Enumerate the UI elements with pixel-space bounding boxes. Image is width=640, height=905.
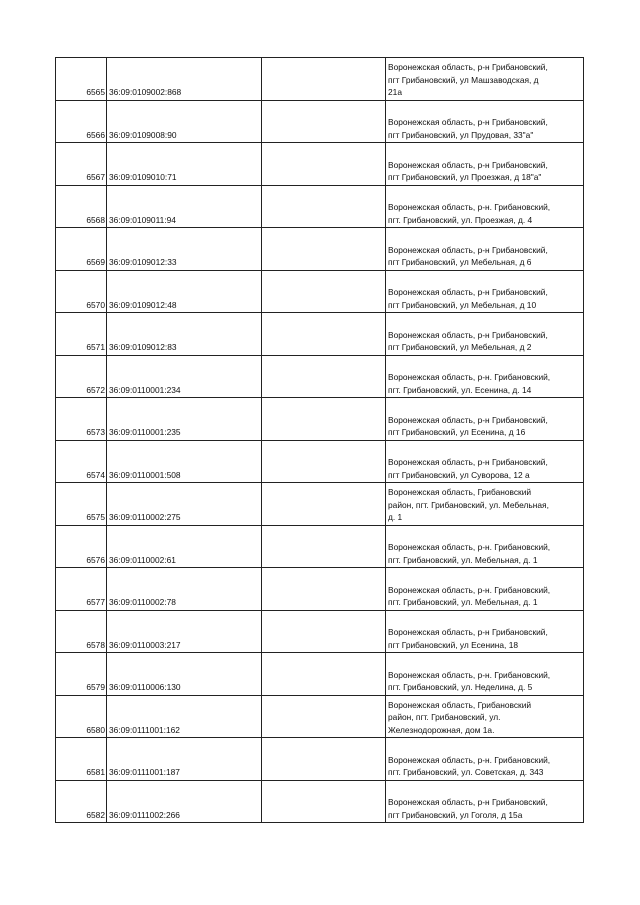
address-cell [386,355,584,398]
address-cell [386,185,584,228]
row-number-cell: 6579 [56,653,107,696]
address-line: Воронежская область, р-н. Грибановский, [388,202,551,213]
address-line: пгт Грибановский, ул Прудовая, 33"а" [388,129,534,140]
address-cell [386,313,584,356]
address-cell [386,440,584,483]
row-number-cell: 6576 [56,525,107,568]
address-line: Железнодорожная, дом 1а. [388,724,495,735]
address-line: Воронежская область, Грибановский [388,487,532,498]
address-line: пгт. Грибановский, ул. Неделина, д. 5 [388,682,533,693]
cadastral-number-cell: 36:09:0109011:94 [107,185,262,228]
row-number-cell: 6568 [56,185,107,228]
address-line: Воронежская область, р-н Грибановский, [388,62,548,73]
empty-cell [262,270,386,313]
address-line: Воронежская область, р-н Грибановский, [388,244,548,255]
address-cell [386,58,584,101]
empty-cell [262,143,386,186]
address-line: пгт Грибановский, ул Мебельная, д 2 [388,342,532,353]
address-line: район, пгт. Грибановский, ул. Мебельная, [388,499,549,510]
empty-cell [262,185,386,228]
table-row [56,610,584,653]
address-line: пгт. Грибановский, ул. Советская, д. 343 [388,767,544,778]
empty-cell [262,695,386,738]
row-number-cell: 6572 [56,355,107,398]
cadastral-number-cell: 36:09:0109008:90 [107,100,262,143]
address-line: Воронежская область, р-н Грибановский, [388,457,548,468]
cadastral-number-cell: 36:09:0109010:71 [107,143,262,186]
table-row [56,398,584,441]
table-row [56,483,584,526]
address-line: пгт Грибановский, ул Машзаводская, д [388,74,539,85]
cadastral-number-cell: 36:09:0109012:83 [107,313,262,356]
address-cell [386,228,584,271]
address-line: Воронежская область, р-н Грибановский, [388,329,548,340]
registry-table [55,57,584,823]
address-line: Воронежская область, р-н Грибановский, [388,287,548,298]
empty-cell [262,610,386,653]
address-line: д. 1 [388,512,403,523]
cadastral-number-cell: 36:09:0109012:48 [107,270,262,313]
empty-cell [262,398,386,441]
address-cell [386,398,584,441]
empty-cell [262,355,386,398]
address-cell [386,610,584,653]
address-line: Воронежская область, р-н Грибановский, [388,414,548,425]
empty-cell [262,653,386,696]
row-number-cell: 6566 [56,100,107,143]
address-line: пгт Грибановский, ул Проезжая, д 18"а" [388,172,542,183]
address-line: пгт. Грибановский, ул. Мебельная, д. 1 [388,554,538,565]
address-line: пгт. Грибановский, ул. Есенина, д. 14 [388,384,532,395]
address-line: пгт Грибановский, ул Есенина, д 16 [388,427,526,438]
table-row [56,313,584,356]
address-cell [386,738,584,781]
cadastral-number-cell: 36:09:0110006:130 [107,653,262,696]
row-number-cell: 6575 [56,483,107,526]
address-cell [386,695,584,738]
cadastral-number-cell: 36:09:0110003:217 [107,610,262,653]
cadastral-number-cell: 36:09:0109012:33 [107,228,262,271]
cadastral-number-cell: 36:09:0111001:162 [107,695,262,738]
table-row [56,185,584,228]
cadastral-number-cell: 36:09:0110001:508 [107,440,262,483]
address-line: Воронежская область, р-н. Грибановский, [388,754,551,765]
address-cell [386,780,584,823]
address-line: Воронежская область, Грибановский [388,699,532,710]
cadastral-number-cell: 36:09:0111001:187 [107,738,262,781]
empty-cell [262,568,386,611]
row-number-cell: 6574 [56,440,107,483]
address-line: Воронежская область, р-н Грибановский, [388,797,548,808]
cadastral-number-cell: 36:09:0110001:235 [107,398,262,441]
row-number-cell: 6570 [56,270,107,313]
row-number-cell: 6580 [56,695,107,738]
empty-cell [262,58,386,101]
row-number-cell: 6567 [56,143,107,186]
address-cell [386,483,584,526]
address-line: Воронежская область, р-н Грибановский, [388,159,548,170]
cadastral-number-cell: 36:09:0109002:868 [107,58,262,101]
empty-cell [262,780,386,823]
address-cell [386,270,584,313]
table-row [56,143,584,186]
empty-cell [262,228,386,271]
empty-cell [262,525,386,568]
row-number-cell: 6581 [56,738,107,781]
address-line: пгт Грибановский, ул Есенина, 18 [388,639,519,650]
cadastral-number-cell: 36:09:0110002:61 [107,525,262,568]
empty-cell [262,738,386,781]
table-row [56,270,584,313]
table-row [56,100,584,143]
cadastral-number-cell: 36:09:0110001:234 [107,355,262,398]
address-cell [386,143,584,186]
row-number-cell: 6573 [56,398,107,441]
address-line: Воронежская область, р-н. Грибановский, [388,669,551,680]
address-cell [386,568,584,611]
address-line: район, пгт. Грибановский, ул. [388,712,501,723]
row-number-cell: 6569 [56,228,107,271]
address-line: пгт. Грибановский, ул. Мебельная, д. 1 [388,597,538,608]
table-row [56,525,584,568]
table-row [56,738,584,781]
row-number-cell: 6565 [56,58,107,101]
address-cell [386,525,584,568]
address-line: пгт Грибановский, ул Мебельная, д 6 [388,257,532,268]
empty-cell [262,483,386,526]
table-row [56,58,584,101]
row-number-cell: 6571 [56,313,107,356]
table-row [56,653,584,696]
table-row [56,695,584,738]
address-line: Воронежская область, р-н Грибановский, [388,117,548,128]
registry-table-body [56,58,584,823]
address-line: пгт Грибановский, ул Гоголя, д 15а [388,809,523,820]
address-cell [386,100,584,143]
row-number-cell: 6578 [56,610,107,653]
address-line: Воронежская область, р-н. Грибановский, [388,542,551,553]
row-number-cell: 6577 [56,568,107,611]
cadastral-number-cell: 36:09:0110002:275 [107,483,262,526]
empty-cell [262,313,386,356]
address-cell [386,653,584,696]
empty-cell [262,440,386,483]
table-row [56,355,584,398]
table-row [56,568,584,611]
address-line: 21а [388,87,402,98]
address-line: пгт Грибановский, ул Мебельная, д 10 [388,299,537,310]
table-row [56,440,584,483]
table-row [56,780,584,823]
address-line: Воронежская область, р-н. Грибановский, [388,584,551,595]
address-line: Воронежская область, р-н Грибановский, [388,627,548,638]
address-line: пгт Грибановский, ул Суворова, 12 а [388,469,530,480]
row-number-cell: 6582 [56,780,107,823]
address-line: Воронежская область, р-н. Грибановский, [388,372,551,383]
cadastral-number-cell: 36:09:0111002:266 [107,780,262,823]
table-row [56,228,584,271]
empty-cell [262,100,386,143]
address-line: пгт. Грибановский, ул. Проезжая, д. 4 [388,214,533,225]
cadastral-number-cell: 36:09:0110002:78 [107,568,262,611]
